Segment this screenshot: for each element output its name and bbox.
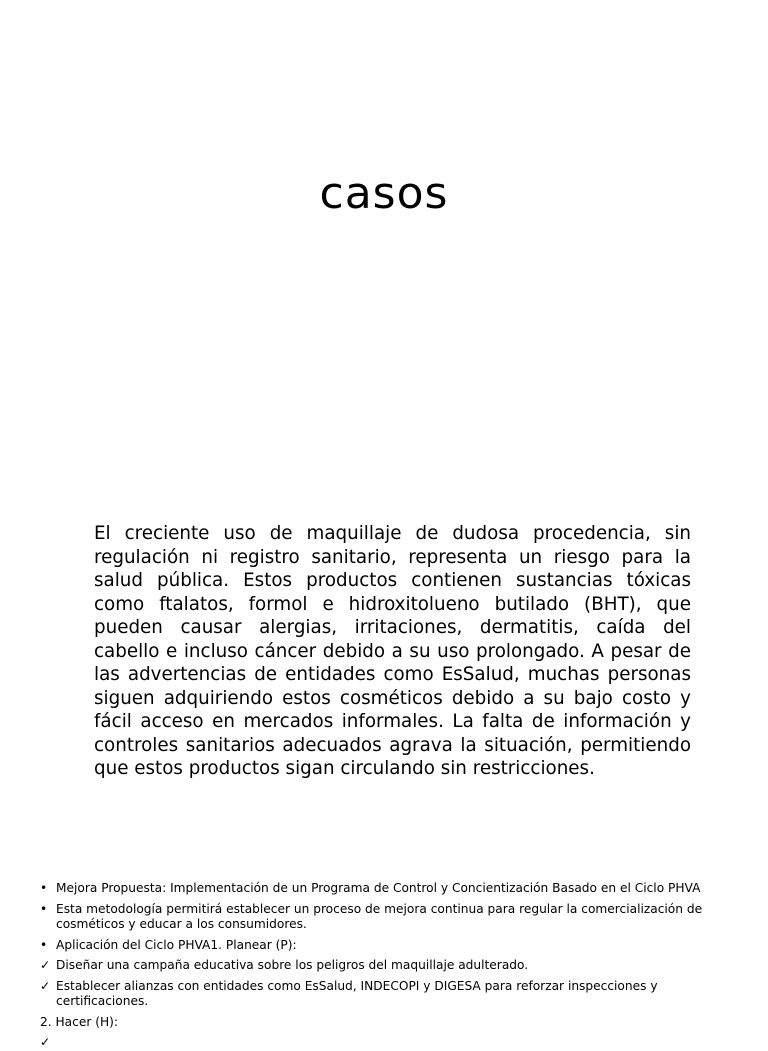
note-item: [40, 1015, 730, 1031]
bullet-icon: •: [40, 881, 48, 895]
note-item: [40, 902, 730, 933]
note-text: Diseñar una campaña educativa sobre los peligros del maquillaje adulterado.: [56, 958, 529, 972]
body-paragraph: El creciente uso de maquillaje de dudosa procedencia, sin regulación ni registro sanitario, representa un riesgo para la salud pública. Estos productos contienen sustancias tóxicas como ftalatos, formol e hidroxitolueno butilado (BHT), que pueden causar alergias, irritaciones, dermatitis, caída del cabello e incluso cáncer debido a su uso prolongado. A pesar de las advertencias de entidades como EsSalud, muchas personas siguen adquiriendo estos cosméticos debido a su bajo costo y fácil acceso en mercados informales. La falta de información y controles sanitarios adecuados agrava la situación, permitiendo que estos productos sigan circulando sin restricciones.: [94, 523, 691, 779]
note-item: [40, 979, 730, 1010]
note-item: [40, 938, 730, 954]
checkmark-icon: ✓: [40, 1035, 51, 1049]
slide-title: casos: [319, 168, 449, 219]
note-item: [40, 881, 730, 897]
note-text: Esta metodología permitirá establecer un proceso de mejora continua para regular la comercialización de cosméticos y educar a los consumidores.: [56, 901, 703, 931]
note-text: 2. Hacer (H):: [40, 1014, 118, 1029]
notes-list: [40, 881, 730, 1049]
note-item: [40, 958, 730, 974]
checkmark-icon: ✓: [40, 958, 51, 972]
note-text: Aplicación del Ciclo PHVA1. Planear (P):: [56, 937, 297, 952]
bullet-icon: •: [40, 901, 48, 916]
bullet-icon: •: [40, 937, 48, 952]
checkmark-icon: ✓: [40, 978, 51, 993]
note-text: Establecer alianzas con entidades como EsSalud, INDECOPI y DIGESA para reforzar inspecciones y certificaciones.: [56, 978, 658, 1008]
note-text: Mejora Propuesta: Implementación de un Programa de Control y Concientización Basado en el Ciclo PHVA: [56, 881, 701, 895]
